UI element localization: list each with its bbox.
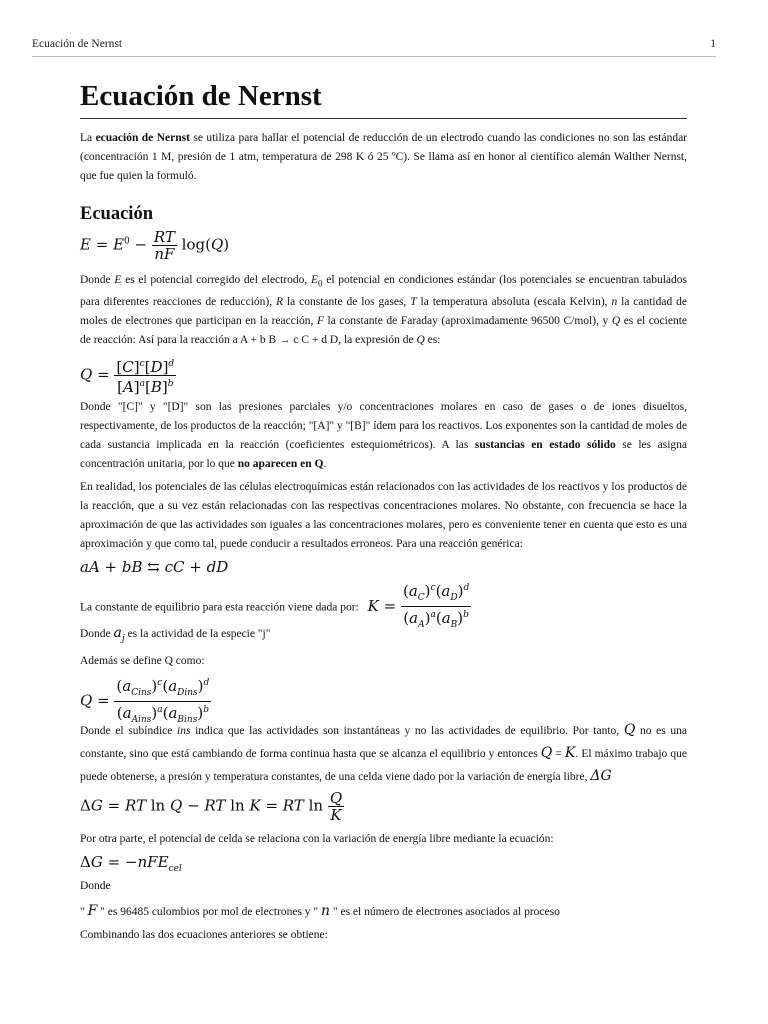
- equilibrium-constant-line: [80, 580, 687, 631]
- equilibrium-text: La constante de equilibrio para esta reacción viene dada por:: [80, 601, 359, 614]
- page-title: Ecuación de Nernst: [80, 74, 687, 119]
- intro-paragraph: La ecuación de Nernst se utiliza para hallar el potencial de reducción de un electrodo cuando las condiciones no son las estándar (concentración 1 M, presión de 1 atm, temperatura de 298 K ó 25 ºC). Se llama así en honor al científico alemán Walther Nernst, que fue quien la formuló.: [80, 132, 687, 182]
- page-number: 1: [710, 38, 716, 50]
- paragraph-constants: " F " es 96485 culombios por mol de electrones y " n " es el número de electrones asociados al proceso: [80, 903, 560, 920]
- paragraph-definitions: Donde E es el potencial corregido del electrodo, $E_0$ el potencial en condiciones estándar (los potenciales se encuentran tabulados para diferentes reacciones de reducción), R la constante de los gases, T la temperatura absoluta (escala Kelvin), n la cantidad de moles de electrones que participan en la reacción, F la constante de Faraday (aproximadamente 96500 C/mol), y Q es el cociente de reacción: Así para la reacción a A + b B → c C + d D, la expresión de Q es:: [80, 274, 688, 347]
- paragraph-activities: En realidad, los potenciales de las células electroquímicas están relacionados con las actividades de los reactivos y los productos de la reacción, que a su vez están relacionadas con las respectivas concentraciones molares. No obstante, con frecuencia se hace la aproximación de que las actividades son iguales a las concentraciones molares, pero es conveniente tener en cuenta que esto es una aproximación y que como tal, puede conducir a resultados erroneos. Para una reacción genérica:: [80, 481, 687, 551]
- donde-label: Donde: [80, 880, 111, 893]
- intro-bold-term: ecuación de Nernst: [95, 132, 190, 144]
- paragraph-instantaneous: Donde el subíndice ins indica que las actividades son instantáneas y no las actividades de equilibrio. Por tanto, Q no es una constante, sino que está cambiando de forma continua hasta que se alcanza el equilibrio y entonces Q = K. El máximo trabajo que puede obtenerse, a presión y temperatura constantes, de una celda viene dado por la variación de energía libre, ΔG: [80, 722, 687, 785]
- q-instantaneous-equation: Q = $\frac{(a_{Cins})^c(a_{Dins})^d}{(a_{Ains})^a(a_{Bins})^b}$: [80, 677, 210, 726]
- main-content: [80, 74, 687, 945]
- paragraph-concentrations: Donde "[C]" y "[D]" son las presiones parciales y/o concentraciones molares en caso de gases o de iones disueltos, respectivamente, de los productos de la reacción; "[A]" y "[B]" ídem para los reactivos. Los exponentes son la cantidad de moles de cada sustancia implicada en la reacción (coeficientes estequiométricos). A las sustancias en estado sólido se les asigna concentración unitaria, por lo que no aparecen en Q.: [80, 401, 687, 471]
- activity-definition: Donde $a_j$ es la actividad de la especie "j": [80, 625, 271, 645]
- running-header: [32, 38, 716, 57]
- generic-reaction-equation: aA + bB ⇆ cC + dD: [80, 558, 229, 577]
- paragraph-cell-potential: Por otra parte, el potencial de celda se relaciona con la variación de energía libre mediante la ecuación:: [80, 833, 554, 846]
- header-title: Ecuación de Nernst: [32, 38, 123, 50]
- k-equation: K = $\frac{(a_C)^c(a_D)^d}{(a_A)^a(a_B)^b}$: [367, 582, 470, 631]
- q-concentration-equation: Q = $\frac{[C]^c[D]^d}{[A]^a[B]^b}$: [80, 358, 175, 397]
- delta-g-cell-equation: ΔG = −nFE$_{cel}$: [80, 853, 182, 875]
- q-definition-intro: Además se define Q como:: [80, 655, 205, 668]
- section-heading-ecuacion: Ecuación: [80, 204, 153, 224]
- paragraph-combining: Combinando las dos ecuaciones anteriores se obtiene:: [80, 929, 328, 942]
- delta-g-equation: ΔG = RT ln Q − RT ln K = RT ln $\frac{Q}{K}$: [80, 789, 343, 825]
- nernst-equation: $E = E^0$ − $\frac{RT}{nF}$ log(Q): [80, 228, 230, 263]
